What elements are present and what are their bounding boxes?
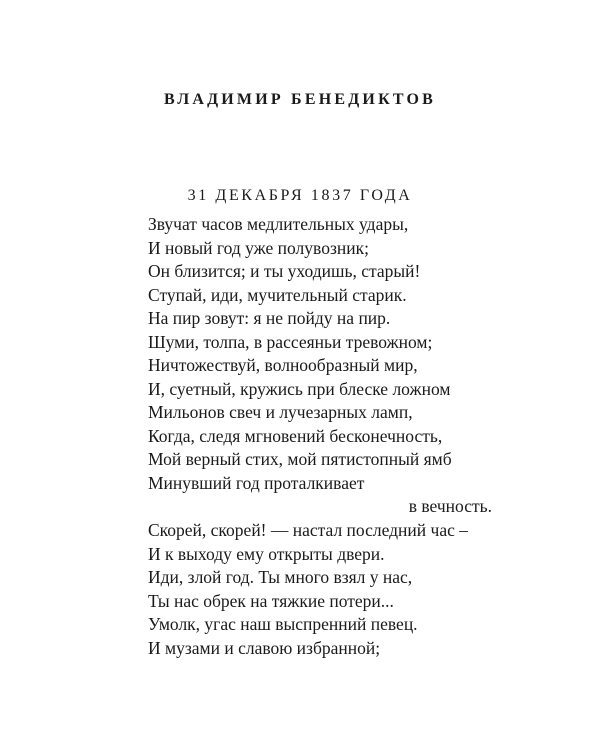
poem-line: И, суетный, кружись при блеске ложном [148, 378, 451, 399]
poem-line: Шуми, толпа, в рассеяньи тревожном; [148, 331, 433, 352]
poem-line: Ты нас обрек на тяжкие потери... [148, 590, 394, 611]
poem-line: Когда, следя мгновений бесконечность, [148, 425, 443, 446]
poem-line: На пир зовут: я не пойду на пир. [148, 308, 391, 328]
poem-line: Умолк, угас наш выспренний певец. [148, 614, 418, 634]
author-heading: ВЛАДИМИР БЕНЕДИКТОВ [163, 91, 437, 108]
poem-line: Скорей, скорей! — настал последний час – [148, 520, 468, 540]
poem-line: Мой верный стих, мой пятистопный ямб [148, 449, 452, 469]
poem-line: Минувший год проталкивает [148, 472, 365, 493]
poem-line-continuation: в вечность. [408, 496, 492, 516]
poem-line: И музами и славою избранной; [148, 637, 381, 658]
poem-line: Ступай, иди, мучительный старик. [148, 284, 407, 305]
poem-line: И к выходу ему открыты двери. [148, 543, 385, 564]
poem-line: Иди, злой год. Ты много взял у нас, [148, 567, 413, 587]
poem-line: Мильонов свеч и лучезарных ламп, [148, 402, 413, 422]
stanza-2 [148, 519, 528, 660]
poem-line: Он близится; и ты уходишь, старый! [148, 261, 421, 281]
poem-line: Звучат часов медлительных удары, [148, 214, 409, 234]
stanza-1 [148, 213, 528, 519]
poem-line: И новый год уже полувозник; [148, 237, 369, 258]
poem-title: 31 ДЕКАБРЯ 1837 ГОДА [187, 187, 413, 204]
poem-line: Ничтожествуй, волнообразный мир, [148, 355, 418, 375]
